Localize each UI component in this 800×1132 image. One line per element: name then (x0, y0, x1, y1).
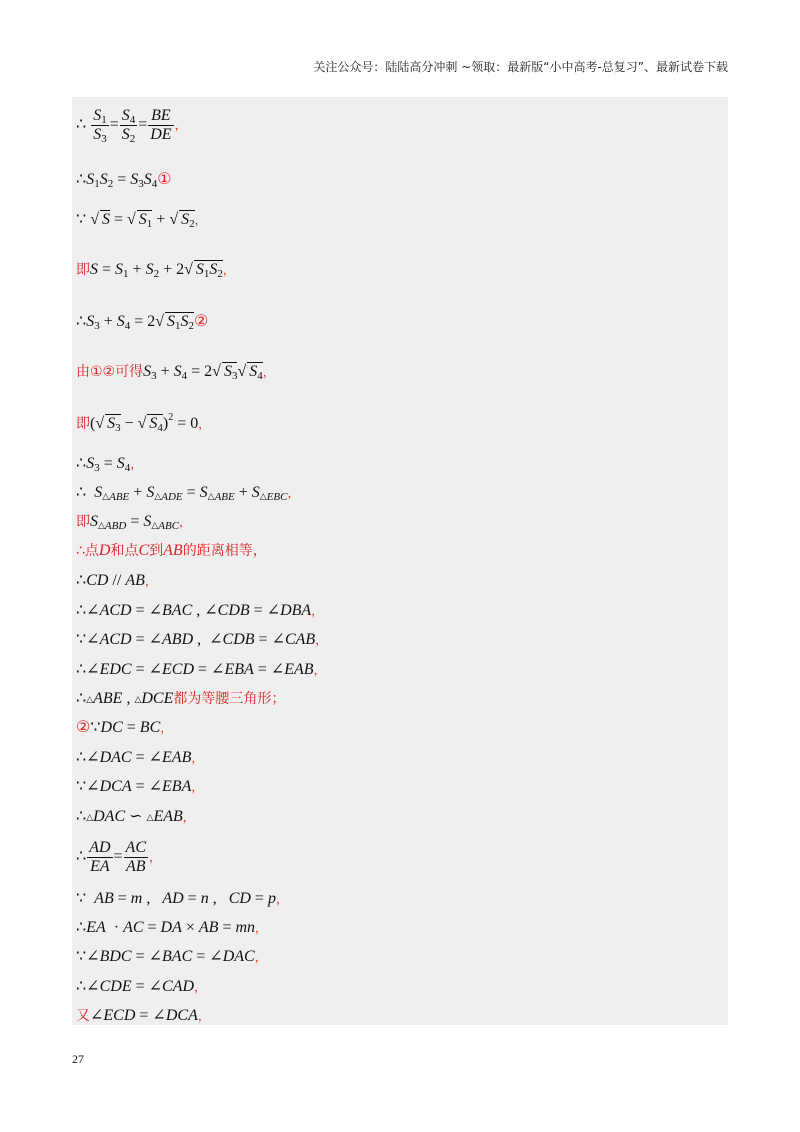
line-bdc: ∵∠BDC = ∠BAC = ∠DAC， (76, 948, 267, 965)
solution-panel (72, 97, 728, 1025)
line-s-expand: 即$S = S_1 + S_2 + 2√$ $S_1S_2$， (76, 261, 235, 280)
page-header: 关注公众号：陆陆高分冲刺 ~领取：最新版“小中高考-总复习”、最新试卷下载 (313, 60, 728, 74)
line-combine: 由①②可得$S_3 + S_4 = 2√$ $S_3√$ $S_4$， (76, 363, 275, 382)
line-isosceles: ∴△ABE , △DCE都为等腰三角形； (76, 690, 286, 707)
line-product: ∴EA · AC = DA × AB = mn， (76, 919, 268, 936)
line-cde: ∴∠CDE = ∠CAD， (76, 978, 207, 995)
line-similar: ∴△DAC ∽ △EAB， (76, 808, 195, 825)
line-area-sum: ∴ $S_{\triangle ABE} + S_{\triangle ADE} = S_{\triangle ABE} + S_{\triangle EBC}$， (76, 484, 300, 503)
line-square-zero: 即(√ $S_3$ − √ $S_4)^2 = 0$， (76, 412, 211, 434)
line-ratio-2: ∴ $\frac{AD}{EA}$ = $\frac{AC}{AB}$ ， (76, 839, 162, 875)
line-part2: ②∵DC = BC， (76, 719, 173, 736)
line-angles-1: ∴∠ACD = ∠BAC , ∠CDB = ∠DBA， (76, 602, 324, 619)
line-ecd: 又∠ECD = ∠DCA， (76, 1007, 210, 1024)
line-parallel: ∴CD // AB， (76, 572, 157, 589)
line-angles-3: ∴∠EDC = ∠ECD = ∠EBA = ∠EAB， (76, 661, 326, 678)
line-distance: ∴点D和点C到AB的距离相等， (76, 542, 267, 559)
line-dca-eba: ∵∠DCA = ∠EBA， (76, 778, 204, 795)
line-given: ∵ AB = m , AD = n , CD = p， (76, 890, 288, 907)
line-s1s2: $\therefore S_1S_2$ = $S_3S_4①$ (76, 171, 172, 190)
line-ratio: ∴ $\frac{S_1}{S_3}$ = $\frac{S_4}{S_2}$ = $\frac{BE}{DE}$ ， (76, 107, 187, 145)
page-number: 27 (72, 1052, 84, 1066)
line-sqrt-s: ∵ √ S = √ $S_1$ + √ $S_2$， (76, 211, 207, 230)
line-dac-eab: ∴∠DAC = ∠EAB， (76, 749, 204, 766)
line-s3s4: $\therefore S_3 + S_4 = 2√$ $S_1S_2②$ (76, 313, 209, 332)
line-s3-eq-s4: $\therefore S_3 = S_4$， (76, 455, 143, 474)
line-angles-2: ∵∠ACD = ∠ABD , ∠CDB = ∠CAB， (76, 631, 328, 648)
line-area-eq: 即$S_{\triangle ABD} = S_{\triangle ABC}$， (76, 513, 192, 532)
